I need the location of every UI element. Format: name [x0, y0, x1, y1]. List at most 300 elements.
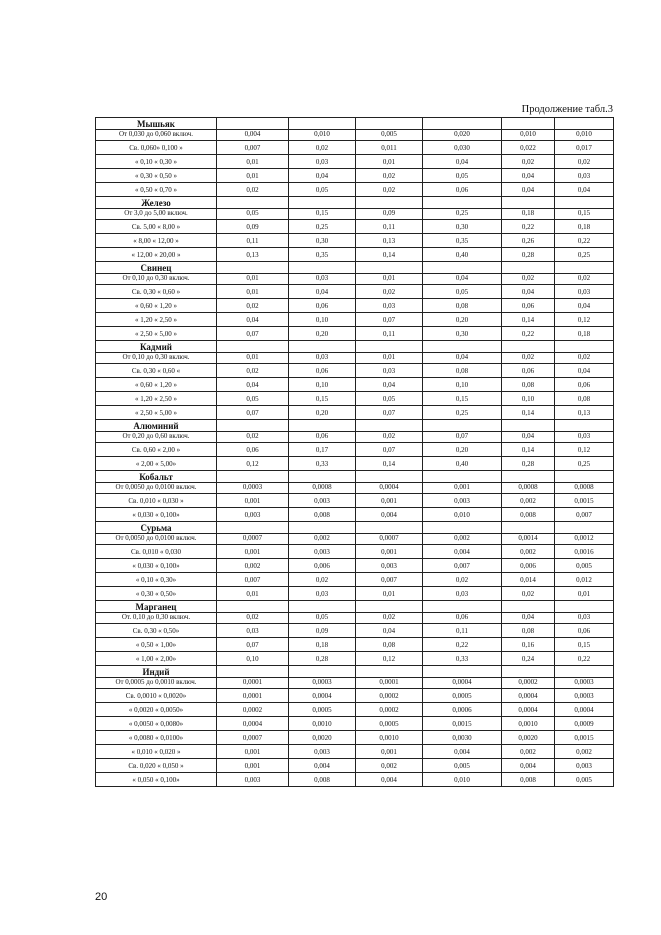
value-cell: 0,0006: [423, 703, 502, 717]
value-cell: 0,008: [289, 773, 356, 787]
range-label: « 0,50 « 0,70 »: [96, 183, 217, 197]
value-cell: 0,08: [423, 299, 502, 313]
value-cell: 0,03: [555, 169, 614, 183]
table-row: [96, 573, 614, 587]
value-cell: 0,05: [289, 183, 356, 197]
value-cell: 0,03: [555, 432, 614, 443]
value-cell: 0,03: [555, 613, 614, 624]
range-label: « 1,00 « 2,00»: [96, 652, 217, 666]
empty-cell: [217, 666, 289, 678]
value-cell: 0,35: [289, 248, 356, 262]
table-row: [96, 234, 614, 248]
range-label: Св. 0,060» 0,100 »: [96, 141, 217, 155]
table-row: [96, 545, 614, 559]
table-row: [96, 624, 614, 638]
value-cell: 0,002: [502, 494, 555, 508]
range-label: « 2,00 « 5,00»: [96, 457, 217, 471]
value-cell: 0,06: [502, 364, 555, 378]
value-cell: 0,03: [423, 587, 502, 601]
value-cell: 0,11: [423, 624, 502, 638]
table-row: [96, 717, 614, 731]
value-cell: 0,003: [356, 559, 423, 573]
section-title: Марганец: [96, 601, 217, 613]
value-cell: 0,0015: [555, 731, 614, 745]
value-cell: 0,15: [289, 209, 356, 220]
value-cell: 0,0010: [502, 717, 555, 731]
empty-cell: [502, 262, 555, 274]
value-cell: 0,07: [217, 327, 289, 341]
value-cell: 0,35: [423, 234, 502, 248]
value-cell: 0,01: [356, 353, 423, 364]
value-cell: 0,10: [289, 378, 356, 392]
value-cell: 0,02: [555, 274, 614, 285]
section-header-row: [96, 262, 614, 274]
range-label: « 12,00 « 20,00 »: [96, 248, 217, 262]
value-cell: 0,07: [217, 638, 289, 652]
section-title: Кобальт: [96, 471, 217, 483]
value-cell: 0,06: [289, 432, 356, 443]
section-title: Алюминий: [96, 420, 217, 432]
value-cell: 0,03: [356, 299, 423, 313]
value-cell: 0,01: [356, 587, 423, 601]
value-cell: 0,40: [423, 248, 502, 262]
value-cell: 0,003: [289, 545, 356, 559]
table-row: [96, 587, 614, 601]
value-cell: 0,011: [356, 141, 423, 155]
value-cell: 0,02: [217, 183, 289, 197]
range-label: От 0,0050 до 0,0100 включ.: [96, 483, 217, 494]
table-row: [96, 130, 614, 141]
value-cell: 0,0004: [423, 678, 502, 689]
value-cell: 0,001: [356, 494, 423, 508]
value-cell: 0,02: [217, 613, 289, 624]
value-cell: 0,12: [555, 443, 614, 457]
table-row: [96, 652, 614, 666]
range-label: Св. 5,00 « 8,00 »: [96, 220, 217, 234]
empty-cell: [217, 197, 289, 209]
value-cell: 0,12: [555, 313, 614, 327]
table-row: [96, 457, 614, 471]
value-cell: 0,18: [555, 327, 614, 341]
value-cell: 0,13: [217, 248, 289, 262]
value-cell: 0,20: [289, 406, 356, 420]
empty-cell: [555, 471, 614, 483]
empty-cell: [289, 197, 356, 209]
value-cell: 0,01: [217, 155, 289, 169]
value-cell: 0,0008: [555, 483, 614, 494]
table-row: [96, 759, 614, 773]
table-row: [96, 220, 614, 234]
value-cell: 0,001: [423, 483, 502, 494]
empty-cell: [555, 118, 614, 130]
value-cell: 0,005: [356, 130, 423, 141]
value-cell: 0,25: [423, 209, 502, 220]
value-cell: 0,11: [217, 234, 289, 248]
value-cell: 0,10: [502, 392, 555, 406]
value-cell: 0,02: [217, 299, 289, 313]
value-cell: 0,15: [423, 392, 502, 406]
value-cell: 0,07: [423, 432, 502, 443]
value-cell: 0,01: [217, 169, 289, 183]
table-row: [96, 731, 614, 745]
value-cell: 0,08: [356, 638, 423, 652]
value-cell: 0,0002: [356, 703, 423, 717]
empty-cell: [217, 522, 289, 534]
empty-cell: [555, 522, 614, 534]
empty-cell: [502, 471, 555, 483]
value-cell: 0,0002: [502, 678, 555, 689]
table-row: [96, 299, 614, 313]
table-row: [96, 678, 614, 689]
empty-cell: [217, 471, 289, 483]
value-cell: 0,04: [502, 285, 555, 299]
value-cell: 0,12: [356, 652, 423, 666]
range-label: Св. 0,0010 « 0,0020»: [96, 689, 217, 703]
table-row: [96, 183, 614, 197]
range-label: « 0,050 « 0,100»: [96, 773, 217, 787]
value-cell: 0,008: [289, 508, 356, 522]
value-cell: 0,0004: [555, 703, 614, 717]
empty-cell: [289, 420, 356, 432]
value-cell: 0,003: [289, 494, 356, 508]
empty-cell: [289, 471, 356, 483]
value-cell: 0,04: [555, 183, 614, 197]
empty-cell: [356, 420, 423, 432]
section-header-row: [96, 666, 614, 678]
value-cell: 0,01: [217, 274, 289, 285]
page-number: 20: [95, 891, 108, 903]
value-cell: 0,02: [502, 587, 555, 601]
value-cell: 0,0008: [289, 483, 356, 494]
value-cell: 0,0001: [217, 678, 289, 689]
value-cell: 0,03: [555, 285, 614, 299]
table-row: [96, 313, 614, 327]
value-cell: 0,22: [502, 327, 555, 341]
value-cell: 0,007: [555, 508, 614, 522]
table-row: [96, 508, 614, 522]
empty-cell: [217, 601, 289, 613]
table-row: [96, 689, 614, 703]
value-cell: 0,14: [356, 457, 423, 471]
empty-cell: [289, 601, 356, 613]
value-cell: 0,06: [423, 613, 502, 624]
table-row: [96, 274, 614, 285]
value-cell: 0,01: [356, 274, 423, 285]
range-label: От 0,10 до 0,30 включ.: [96, 274, 217, 285]
value-cell: 0,04: [555, 299, 614, 313]
empty-cell: [423, 666, 502, 678]
range-label: « 0,60 « 1,20 »: [96, 378, 217, 392]
value-cell: 0,01: [356, 155, 423, 169]
table-row: [96, 155, 614, 169]
empty-cell: [502, 197, 555, 209]
table-row: [96, 745, 614, 759]
value-cell: 0,04: [423, 353, 502, 364]
value-cell: 0,07: [356, 313, 423, 327]
value-cell: 0,04: [356, 624, 423, 638]
section-title: Свинец: [96, 262, 217, 274]
value-cell: 0,0003: [555, 689, 614, 703]
value-cell: 0,02: [423, 573, 502, 587]
empty-cell: [555, 666, 614, 678]
value-cell: 0,04: [502, 183, 555, 197]
value-cell: 0,008: [502, 508, 555, 522]
value-cell: 0,05: [217, 392, 289, 406]
value-cell: 0,25: [423, 406, 502, 420]
value-cell: 0,06: [289, 364, 356, 378]
value-cell: 0,0010: [356, 731, 423, 745]
empty-cell: [356, 471, 423, 483]
value-cell: 0,0004: [502, 689, 555, 703]
value-cell: 0,004: [356, 508, 423, 522]
value-cell: 0,28: [502, 457, 555, 471]
value-cell: 0,0020: [502, 731, 555, 745]
value-cell: 0,010: [289, 130, 356, 141]
value-cell: 0,02: [356, 613, 423, 624]
value-cell: 0,02: [356, 169, 423, 183]
value-cell: 0,20: [423, 313, 502, 327]
value-cell: 0,0007: [356, 534, 423, 545]
value-cell: 0,0002: [356, 689, 423, 703]
table-row: [96, 364, 614, 378]
section-title: Индий: [96, 666, 217, 678]
value-cell: 0,20: [289, 327, 356, 341]
value-cell: 0,022: [502, 141, 555, 155]
value-cell: 0,05: [289, 613, 356, 624]
table-row: [96, 209, 614, 220]
value-cell: 0,004: [502, 759, 555, 773]
value-cell: 0,0003: [217, 483, 289, 494]
range-label: Св. 0,30 « 0,50»: [96, 624, 217, 638]
value-cell: 0,01: [217, 353, 289, 364]
value-cell: 0,04: [502, 169, 555, 183]
value-cell: 0,0008: [502, 483, 555, 494]
value-cell: 0,001: [217, 759, 289, 773]
range-label: От 0,0005 до 0,0010 включ.: [96, 678, 217, 689]
value-cell: 0,04: [356, 378, 423, 392]
section-header-row: [96, 118, 614, 130]
value-cell: 0,30: [289, 234, 356, 248]
value-cell: 0,08: [555, 392, 614, 406]
value-cell: 0,002: [289, 534, 356, 545]
value-cell: 0,0010: [289, 717, 356, 731]
table-row: [96, 773, 614, 787]
value-cell: 0,30: [423, 220, 502, 234]
value-cell: 0,005: [555, 773, 614, 787]
value-cell: 0,07: [356, 406, 423, 420]
range-label: « 0,0020 « 0,0050»: [96, 703, 217, 717]
value-cell: 0,0003: [555, 678, 614, 689]
value-cell: 0,001: [217, 745, 289, 759]
value-cell: 0,15: [555, 209, 614, 220]
value-cell: 0,06: [502, 299, 555, 313]
table-row: [96, 285, 614, 299]
value-cell: 0,06: [555, 624, 614, 638]
value-cell: 0,25: [555, 248, 614, 262]
value-cell: 0,0004: [289, 689, 356, 703]
range-label: « 0,0080 « 0,0100»: [96, 731, 217, 745]
value-cell: 0,22: [502, 220, 555, 234]
value-cell: 0,06: [289, 299, 356, 313]
value-cell: 0,02: [356, 183, 423, 197]
value-cell: 0,004: [423, 745, 502, 759]
value-cell: 0,03: [217, 624, 289, 638]
section-header-row: [96, 471, 614, 483]
range-label: « 2,50 « 5,00 »: [96, 406, 217, 420]
value-cell: 0,005: [555, 559, 614, 573]
value-cell: 0,012: [555, 573, 614, 587]
value-cell: 0,14: [502, 443, 555, 457]
empty-cell: [356, 341, 423, 353]
value-cell: 0,007: [217, 573, 289, 587]
empty-cell: [555, 420, 614, 432]
empty-cell: [356, 197, 423, 209]
range-label: « 8,00 « 12,00 »: [96, 234, 217, 248]
value-cell: 0,0003: [289, 678, 356, 689]
value-cell: 0,01: [555, 587, 614, 601]
empty-cell: [217, 262, 289, 274]
empty-cell: [289, 666, 356, 678]
value-cell: 0,005: [423, 759, 502, 773]
table-row: [96, 327, 614, 341]
value-cell: 0,0005: [423, 689, 502, 703]
range-label: Св. 0,60 « 2,00 »: [96, 443, 217, 457]
range-label: От 0,10 до 0,30 включ.: [96, 353, 217, 364]
value-cell: 0,06: [423, 183, 502, 197]
value-cell: 0,33: [289, 457, 356, 471]
table-row: [96, 613, 614, 624]
value-cell: 0,08: [502, 378, 555, 392]
value-cell: 0,03: [289, 353, 356, 364]
range-label: От 0,0050 до 0,0100 включ.: [96, 534, 217, 545]
value-cell: 0,10: [423, 378, 502, 392]
value-cell: 0,06: [555, 378, 614, 392]
value-cell: 0,11: [356, 220, 423, 234]
value-cell: 0,04: [502, 432, 555, 443]
range-label: « 0,50 « 1,00»: [96, 638, 217, 652]
value-cell: 0,30: [423, 327, 502, 341]
value-cell: 0,0009: [555, 717, 614, 731]
value-cell: 0,001: [356, 545, 423, 559]
value-cell: 0,0001: [356, 678, 423, 689]
value-cell: 0,04: [423, 274, 502, 285]
empty-cell: [502, 522, 555, 534]
value-cell: 0,05: [217, 209, 289, 220]
section-header-row: [96, 522, 614, 534]
empty-cell: [356, 601, 423, 613]
value-cell: 0,09: [289, 624, 356, 638]
empty-cell: [423, 197, 502, 209]
empty-cell: [555, 601, 614, 613]
value-cell: 0,22: [555, 652, 614, 666]
value-cell: 0,001: [217, 545, 289, 559]
empty-cell: [217, 118, 289, 130]
value-cell: 0,02: [217, 364, 289, 378]
value-cell: 0,03: [356, 364, 423, 378]
empty-cell: [217, 420, 289, 432]
value-cell: 0,33: [423, 652, 502, 666]
empty-cell: [555, 341, 614, 353]
value-cell: 0,006: [502, 559, 555, 573]
value-cell: 0,0002: [217, 703, 289, 717]
value-cell: 0,020: [423, 130, 502, 141]
table-row: [96, 432, 614, 443]
value-cell: 0,007: [423, 559, 502, 573]
value-cell: 0,40: [423, 457, 502, 471]
value-cell: 0,04: [289, 169, 356, 183]
empty-cell: [423, 118, 502, 130]
value-cell: 0,02: [502, 155, 555, 169]
value-cell: 0,04: [217, 313, 289, 327]
section-header-row: [96, 197, 614, 209]
section-title: Сурьма: [96, 522, 217, 534]
value-cell: 0,13: [356, 234, 423, 248]
value-cell: 0,0004: [502, 703, 555, 717]
value-cell: 0,12: [217, 457, 289, 471]
value-cell: 0,0015: [555, 494, 614, 508]
value-cell: 0,01: [217, 285, 289, 299]
value-cell: 0,16: [502, 638, 555, 652]
section-title: Кадмий: [96, 341, 217, 353]
value-cell: 0,0007: [217, 534, 289, 545]
empty-cell: [502, 341, 555, 353]
value-cell: 0,004: [289, 759, 356, 773]
range-label: Св. 0,30 « 0,60 »: [96, 285, 217, 299]
value-cell: 0,25: [289, 220, 356, 234]
value-cell: 0,28: [502, 248, 555, 262]
value-cell: 0,08: [423, 364, 502, 378]
value-cell: 0,02: [502, 353, 555, 364]
value-cell: 0,14: [502, 406, 555, 420]
empty-cell: [289, 522, 356, 534]
value-cell: 0,0005: [289, 703, 356, 717]
value-cell: 0,0012: [555, 534, 614, 545]
section-header-row: [96, 601, 614, 613]
value-cell: 0,05: [423, 169, 502, 183]
table-row: [96, 392, 614, 406]
table-row: [96, 559, 614, 573]
range-label: От 0,20 до 0,60 включ.: [96, 432, 217, 443]
value-cell: 0,001: [217, 494, 289, 508]
value-cell: 0,002: [423, 534, 502, 545]
value-cell: 0,017: [555, 141, 614, 155]
range-label: « 0,0050 « 0,0080»: [96, 717, 217, 731]
value-cell: 0,010: [423, 773, 502, 787]
value-cell: 0,02: [356, 432, 423, 443]
value-cell: 0,002: [502, 745, 555, 759]
empty-cell: [502, 601, 555, 613]
table-row: [96, 443, 614, 457]
value-cell: 0,010: [555, 130, 614, 141]
value-cell: 0,002: [555, 745, 614, 759]
value-cell: 0,0014: [502, 534, 555, 545]
range-label: « 0,10 « 0,30»: [96, 573, 217, 587]
value-cell: 0,007: [217, 141, 289, 155]
value-cell: 0,04: [502, 613, 555, 624]
range-label: Св. 0,010 « 0,030 »: [96, 494, 217, 508]
value-cell: 0,06: [217, 443, 289, 457]
value-cell: 0,07: [217, 406, 289, 420]
value-cell: 0,02: [555, 353, 614, 364]
range-label: « 0,30 « 0,50 »: [96, 169, 217, 183]
range-label: « 0,60 « 1,20 »: [96, 299, 217, 313]
value-cell: 0,0016: [555, 545, 614, 559]
value-cell: 0,15: [555, 638, 614, 652]
empty-cell: [356, 118, 423, 130]
value-cell: 0,006: [289, 559, 356, 573]
value-cell: 0,002: [356, 759, 423, 773]
value-cell: 0,004: [356, 773, 423, 787]
